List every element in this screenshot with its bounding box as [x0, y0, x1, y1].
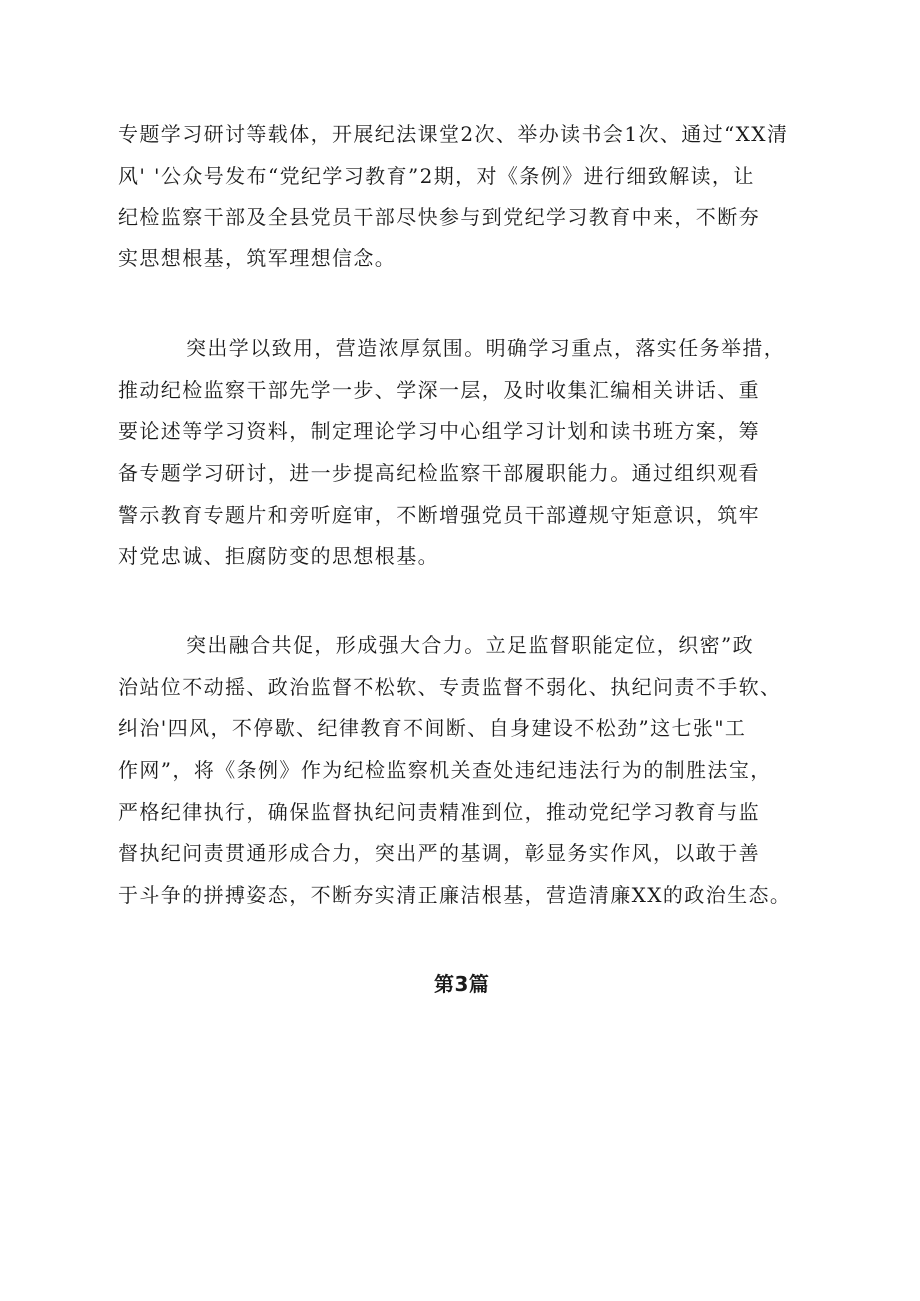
paragraph-line: 督执纪问责贯通形成合力，突出严的基调，彰显务实作风，以敢于善 — [118, 841, 760, 865]
paragraph-line: 纪检监察干部及全县党员干部尽快参与到党纪学习教育中来，不断夯 — [118, 205, 760, 229]
paragraph-line: 作网”，将《条例》作为纪检监察机关查处违纪违法行为的制胜法宝， — [118, 758, 772, 782]
paragraph-line: 治站位不动摇、政治监督不松软、专责监督不弱化、执纪问责不手软、 — [118, 675, 782, 699]
paragraph-line: 推动纪检监察干部先学一步、学深一层，及时收集汇编相关讲话、重 — [118, 378, 760, 402]
paragraph-line: 风' '公众号发布“党纪学习教育”2期，对《条例》进行细致解读，让 — [118, 164, 755, 188]
paragraph-line: 突出融合共促，形成强大合力。立足监督职能定位，织密”政 — [186, 633, 755, 657]
paragraph-line: 专题学习研讨等载体，开展纪法课堂2次、举办读书会1次、通过“XX清 — [118, 122, 789, 146]
section-heading: 第3篇 — [434, 972, 490, 996]
paragraph-line: 要论述等学习资料，制定理论学习中心组学习计划和读书班方案，筹 — [118, 419, 760, 443]
paragraph-line: 备专题学习研讨，进一步提高纪检监察干部履职能力。通过组织观看 — [118, 461, 760, 485]
paragraph-line: 纠治'四风，不停歇、纪律教育不间断、自身建设不松劲”这七张"工 — [118, 716, 747, 740]
paragraph-line: 实思想根基，筑军理想信念。 — [118, 246, 397, 270]
paragraph-line: 警示教育专题片和旁听庭审，不断增强党员干部遵规守矩意识，筑牢 — [118, 503, 760, 527]
paragraph-line: 对党忠诚、拒腐防变的思想根基。 — [118, 544, 439, 568]
paragraph-line: 于斗争的拼搏姿态，不断夯实清正廉洁根基，营造清廉XX的政治生态。 — [118, 883, 792, 907]
paragraph-line: 突出学以致用，营造浓厚氛围。明确学习重点，落实任务举措， — [186, 336, 786, 360]
paragraph-line: 严格纪律执行，确保监督执纪问责精准到位，推动党纪学习教育与监 — [118, 800, 760, 824]
